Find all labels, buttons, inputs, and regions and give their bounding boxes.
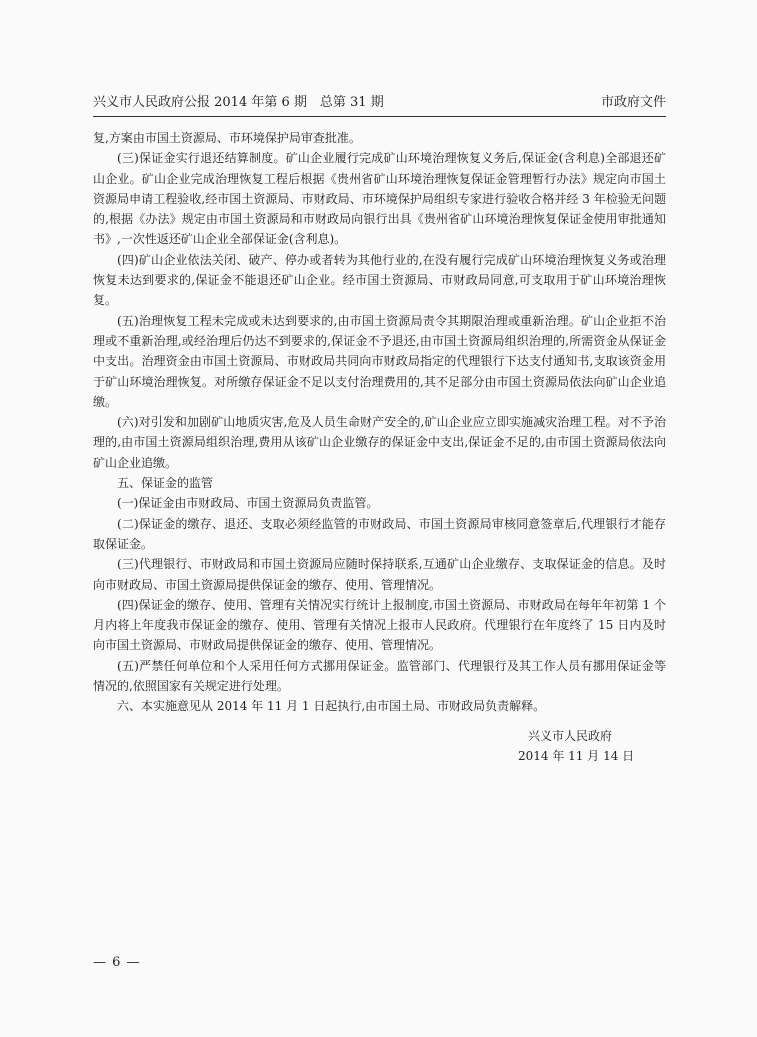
paragraph: (三)保证金实行退还结算制度。矿山企业履行完成矿山环境治理恢复义务后,保证金(含利息)全部退还矿山企业。矿山企业完成治理恢复工程后根据《贵州省矿山环境治理恢复保证金管理暂行办法》规定向市国土资源局申请工程验收,经市国土资源局、市财政局、市环境保护局组织专家进行验收合格并经 3 年检验无问题的,根据《办法》规定由市国土资源局和市财政局向银行出具《贵州省矿山环境治理恢复保证金使用审批通知书》,一次性返还矿山企业全部保证金(含利息)。 (93, 151, 666, 247)
paragraph-continuation: 复,方案由市国土资源局、市环境保护局审查批准。 (93, 131, 361, 145)
paragraph: (二)保证金的缴存、退还、支取必须经监管的市财政局、市国土资源局审核同意签章后,代理银行才能存取保证金。 (93, 516, 666, 551)
signing-date: 2014 年 11 月 14 日 (518, 749, 635, 763)
page-number: — 6 — (93, 955, 141, 970)
signing-organization: 兴义市人民政府 (528, 729, 613, 743)
paragraph: (六)对引发和加剧矿山地质灾害,危及人员生命财产安全的,矿山企业应立即实施减灾治理工程。对不予治理的,由市国土资源局组织治理,费用从该矿山企业缴存的保证金中支出,保证金不足的,由市国土资源局依法向矿山企业追缴。 (93, 415, 666, 470)
paragraph: (一)保证金由市财政局、市国土资源局负责监管。 (117, 496, 379, 511)
closing-paragraph: 六、本实施意见从 2014 年 11 月 1 日起执行,由市国土局、市财政局负责解释。 (117, 699, 546, 714)
paragraph: (三)代理银行、市财政局和市国土资源局应随时保持联系,互通矿山企业缴存、支取保证金的信息。及时向市财政局、市国土资源局提供保证金的缴存、使用、管理情况。 (93, 557, 666, 592)
section-heading: 五、保证金的监管 (117, 476, 214, 491)
paragraph: (五)严禁任何单位和个人采用任何方式挪用保证金。监管部门、代理银行及其工作人员有挪用保证金等情况的,依照国家有关规定进行处理。 (93, 658, 666, 694)
paragraph: (四)矿山企业依法关闭、破产、停办或者转为其他行业的,在没有履行完成矿山环境治理恢复义务或治理恢复未达到要求的,保证金不能退还矿山企业。经市国土资源局、市财政局同意,可支取用于矿山环境治理恢复。 (93, 252, 666, 308)
publication-info: 兴义市人民政府公报 2014 年第 6 期 总第 31 期 (93, 95, 384, 110)
paragraph: (四)保证金的缴存、使用、管理有关情况实行统计上报制度,市国土资源局、市财政局在每年年初第 1 个月内将上年度我市保证金的缴存、使用、管理有关情况上报市人民政府。代理银行在年度终了 15 日内及时向市国土资源局、市财政局提供保证金的缴存、使用、管理情况。 (93, 597, 666, 653)
section-label: 市政府文件 (600, 95, 666, 110)
paragraph: (五)治理恢复工程未完成或未达到要求的,由市国土资源局责令其期限治理或重新治理。矿山企业拒不治理或不重新治理,或经治理后仍达不到要求的,保证金不予退还,由市国土资源局组织治理的,所需资金从保证金中支出。治理资金由市国土资源局、市财政局共同向市财政局指定的代理银行下达支付通知书,支取该资金用于矿山环境治理恢复。对所缴存保证金不足以支付治理费用的,其不足部分由市国土资源局依法向矿山企业追缴。 (93, 313, 666, 409)
header-divider (93, 116, 666, 117)
signature-block (480, 726, 670, 766)
document-body (93, 128, 666, 717)
page-header (93, 92, 666, 114)
